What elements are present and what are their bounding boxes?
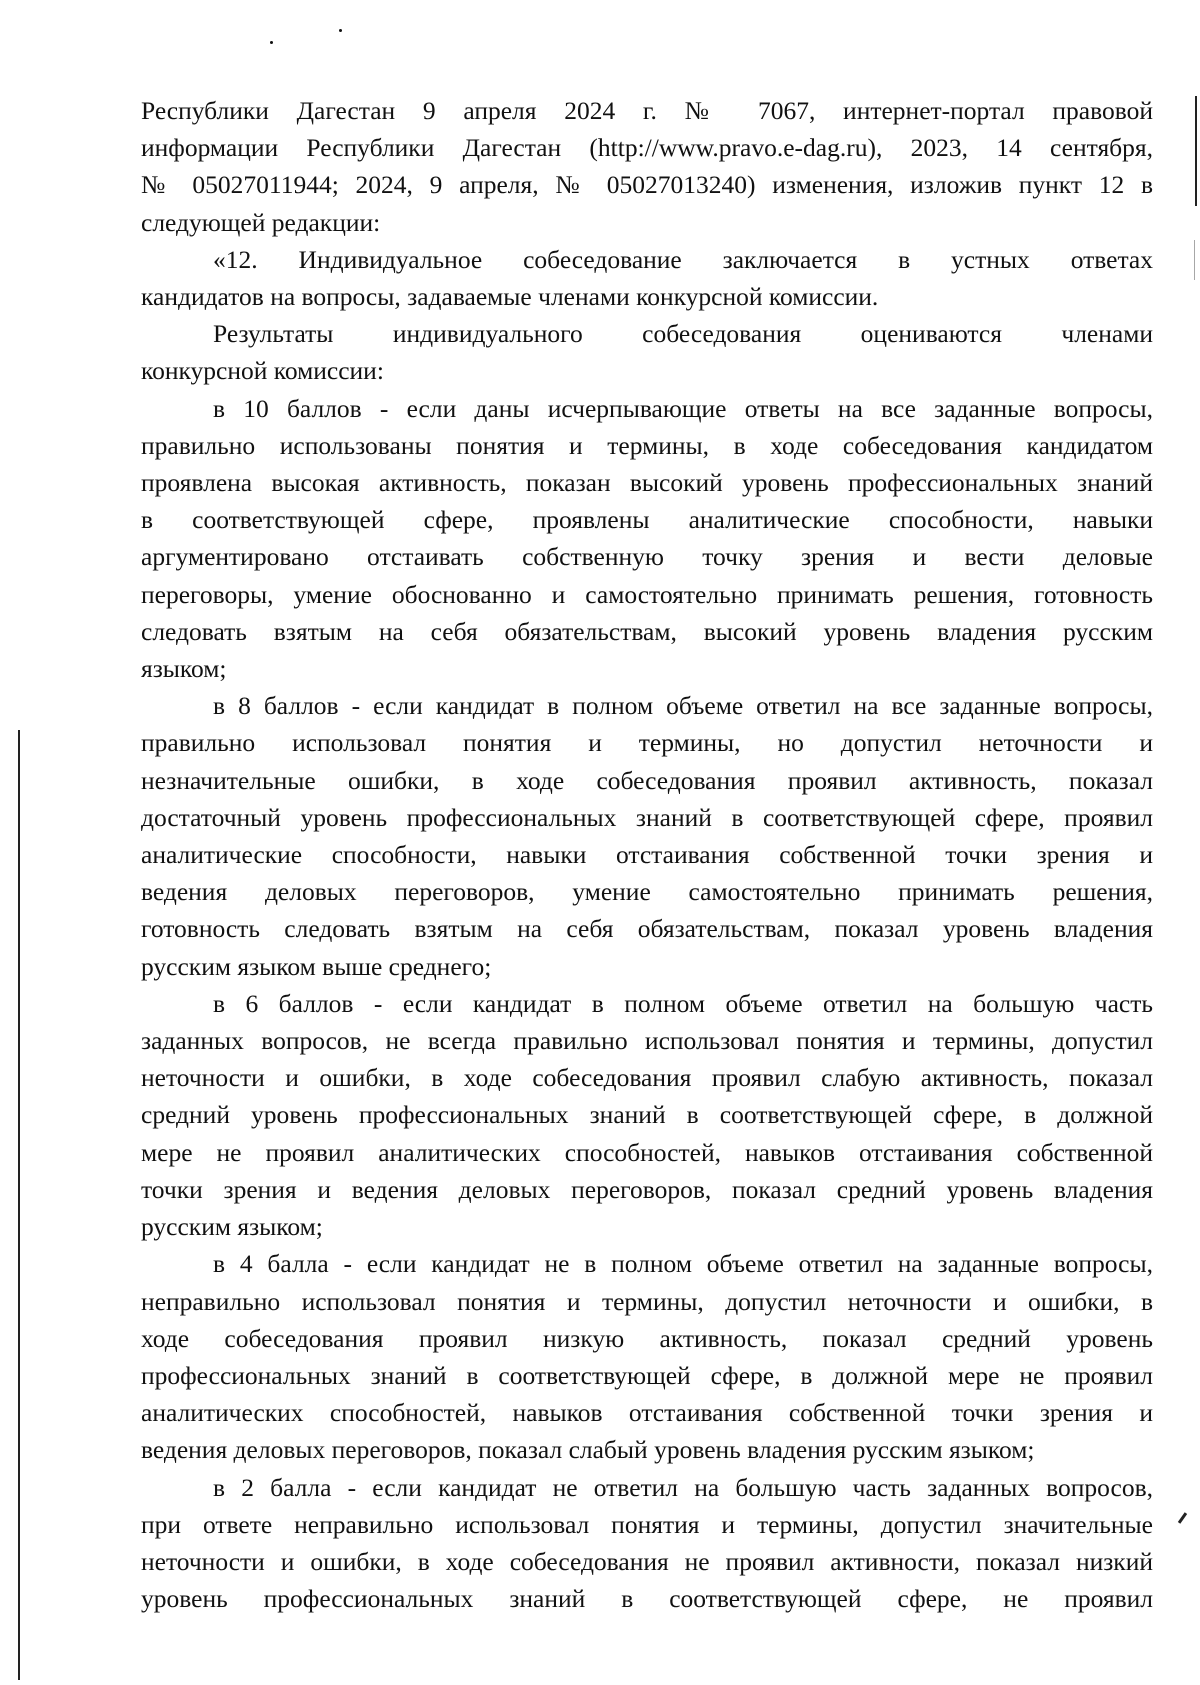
text-line: уровень профессиональных знаний в соответствующей сфере, не проявил: [141, 1584, 1153, 1614]
text-line: конкурсной комиссии:: [141, 356, 384, 386]
paragraph-last-line: [141, 1431, 1153, 1468]
paragraph: [141, 1283, 1153, 1320]
text-line: правильно использованы понятия и термины, в ходе собеседования кандидатом: [141, 430, 1153, 460]
text-line: следующей редакции:: [141, 207, 381, 237]
text-line: в 4 балла - если кандидат не в полном объеме ответил на заданные вопросы,: [213, 1249, 1153, 1279]
text-line: неточности и ошибки, в ходе собеседования не проявил активности, показал низкий: [141, 1546, 1153, 1576]
text-line: готовность следовать взятым на себя обязательствам, показал уровень владения: [141, 914, 1153, 944]
paragraph: [141, 538, 1153, 575]
paragraph: [141, 1469, 1153, 1506]
paragraph-last-line: [141, 650, 1153, 687]
text-line: в соответствующей сфере, проявлены аналитические способности, навыки: [141, 505, 1153, 535]
text-line: заданных вопросов, не всегда правильно использовал понятия и термины, допустил: [141, 1026, 1153, 1056]
paragraph: [141, 1394, 1153, 1431]
paragraph: [141, 1506, 1153, 1543]
text-line: аналитические способности, навыки отстаивания собственной точки зрения и: [141, 840, 1153, 870]
paragraph: [141, 1059, 1153, 1096]
text-line: в 8 баллов - если кандидат в полном объеме ответил на все заданные вопросы,: [213, 691, 1153, 721]
text-line: правильно использовал понятия и термины, но допустил неточности и: [141, 728, 1153, 758]
text-line: точки зрения и ведения деловых переговоров, показал средний уровень владения: [141, 1174, 1153, 1204]
text-line: в 10 баллов - если даны исчерпывающие ответы на все заданные вопросы,: [213, 393, 1153, 423]
scan-edge-mark: [1195, 96, 1197, 206]
paragraph: [141, 1022, 1153, 1059]
document-body: [141, 92, 1153, 1617]
paragraph: [141, 613, 1153, 650]
paragraph: [141, 390, 1153, 427]
paragraph: [141, 241, 1153, 278]
text-line: русским языком выше среднего;: [141, 951, 492, 981]
paragraph: [141, 576, 1153, 613]
text-line: следовать взятым на себя обязательствам, высокий уровень владения русским: [141, 616, 1153, 646]
paragraph: [141, 1543, 1153, 1580]
text-line: при ответе неправильно использовал понятия и термины, допустил значительные: [141, 1509, 1153, 1539]
paragraph: [141, 315, 1153, 352]
paragraph: [141, 1096, 1153, 1133]
text-line: в 2 балла - если кандидат не ответил на большую часть заданных вопросов,: [213, 1472, 1153, 1502]
text-line: языком;: [141, 654, 227, 684]
text-line: незначительные ошибки, в ходе собеседования проявил активность, показал: [141, 765, 1153, 795]
paragraph-last-line: [141, 352, 1153, 389]
text-line: ведения деловых переговоров, умение самостоятельно принимать решения,: [141, 877, 1153, 907]
text-line: профессиональных знаний в соответствующей сфере, в должной мере не проявил: [141, 1360, 1153, 1390]
paragraph: [141, 92, 1153, 204]
text-line: ходе собеседования проявил низкую активность, показал средний уровень: [141, 1323, 1153, 1353]
paragraph: [141, 1171, 1153, 1208]
paragraph-last-line: [141, 278, 1153, 315]
paragraph: [141, 724, 1153, 761]
text-line: мере не проявил аналитических способностей, навыков отстаивания собственной: [141, 1137, 1153, 1167]
paragraph: [141, 1134, 1153, 1171]
paragraph: [141, 687, 1153, 724]
text-line: информации Республики Дагестан (http://www.pravo.e-dag.ru), 2023, 14 сентября,: [141, 133, 1153, 163]
paragraph: [141, 427, 1153, 464]
paragraph: [141, 501, 1153, 538]
paragraph: [141, 836, 1153, 873]
paragraph: [141, 1320, 1153, 1357]
text-line: аргументировано отстаивать собственную точку зрения и вести деловые: [141, 542, 1153, 572]
paragraph: [141, 762, 1153, 799]
text-line: переговоры, умение обоснованно и самостоятельно принимать решения, готовность: [141, 579, 1153, 609]
scan-edge-mark: [1178, 1512, 1187, 1524]
paragraph-last-line: [141, 1208, 1153, 1245]
text-line: достаточный уровень профессиональных знаний в соответствующей сфере, проявил: [141, 802, 1153, 832]
text-line: в 6 баллов - если кандидат в полном объеме ответил на большую часть: [213, 988, 1153, 1018]
paragraph: [141, 1245, 1153, 1282]
text-line: ведения деловых переговоров, показал слабый уровень владения русским языком;: [141, 1435, 1035, 1465]
scan-edge-mark: [18, 730, 20, 1680]
text-line: «12. Индивидуальное собеседование заключается в устных ответах: [213, 244, 1153, 274]
paragraph: [141, 799, 1153, 836]
scan-edge-mark: [1194, 240, 1195, 280]
text-line: неправильно использовал понятия и термины, допустил неточности и ошибки, в: [141, 1286, 1153, 1316]
paragraph: [141, 1580, 1153, 1617]
paragraph: [141, 1357, 1153, 1394]
text-line: русским языком;: [141, 1212, 323, 1242]
paragraph-last-line: [141, 948, 1153, 985]
paragraph: [141, 910, 1153, 947]
text-line: Результаты индивидуального собеседования оцениваются членами: [213, 319, 1153, 349]
paragraph: [141, 873, 1153, 910]
paragraph: [141, 464, 1153, 501]
text-line: Республики Дагестан 9 апреля 2024 г. № 7067, интернет-портал правовой: [141, 96, 1153, 125]
scan-speck: [339, 29, 342, 32]
text-line: кандидатов на вопросы, задаваемые членами конкурсной комиссии.: [141, 282, 879, 312]
paragraph-last-line: [141, 204, 1153, 241]
text-line: № 05027011944; 2024, 9 апреля, № 05027013240) изменения, изложив пункт 12 в: [141, 170, 1153, 200]
text-line: средний уровень профессиональных знаний в соответствующей сфере, в должной: [141, 1100, 1153, 1130]
paragraph: [141, 985, 1153, 1022]
text-line: аналитических способностей, навыков отстаивания собственной точки зрения и: [141, 1398, 1153, 1428]
scan-speck: [270, 41, 273, 44]
text-line: неточности и ошибки, в ходе собеседования проявил слабую активность, показал: [141, 1063, 1153, 1093]
text-line: проявлена высокая активность, показан высокий уровень профессиональных знаний: [141, 468, 1153, 498]
